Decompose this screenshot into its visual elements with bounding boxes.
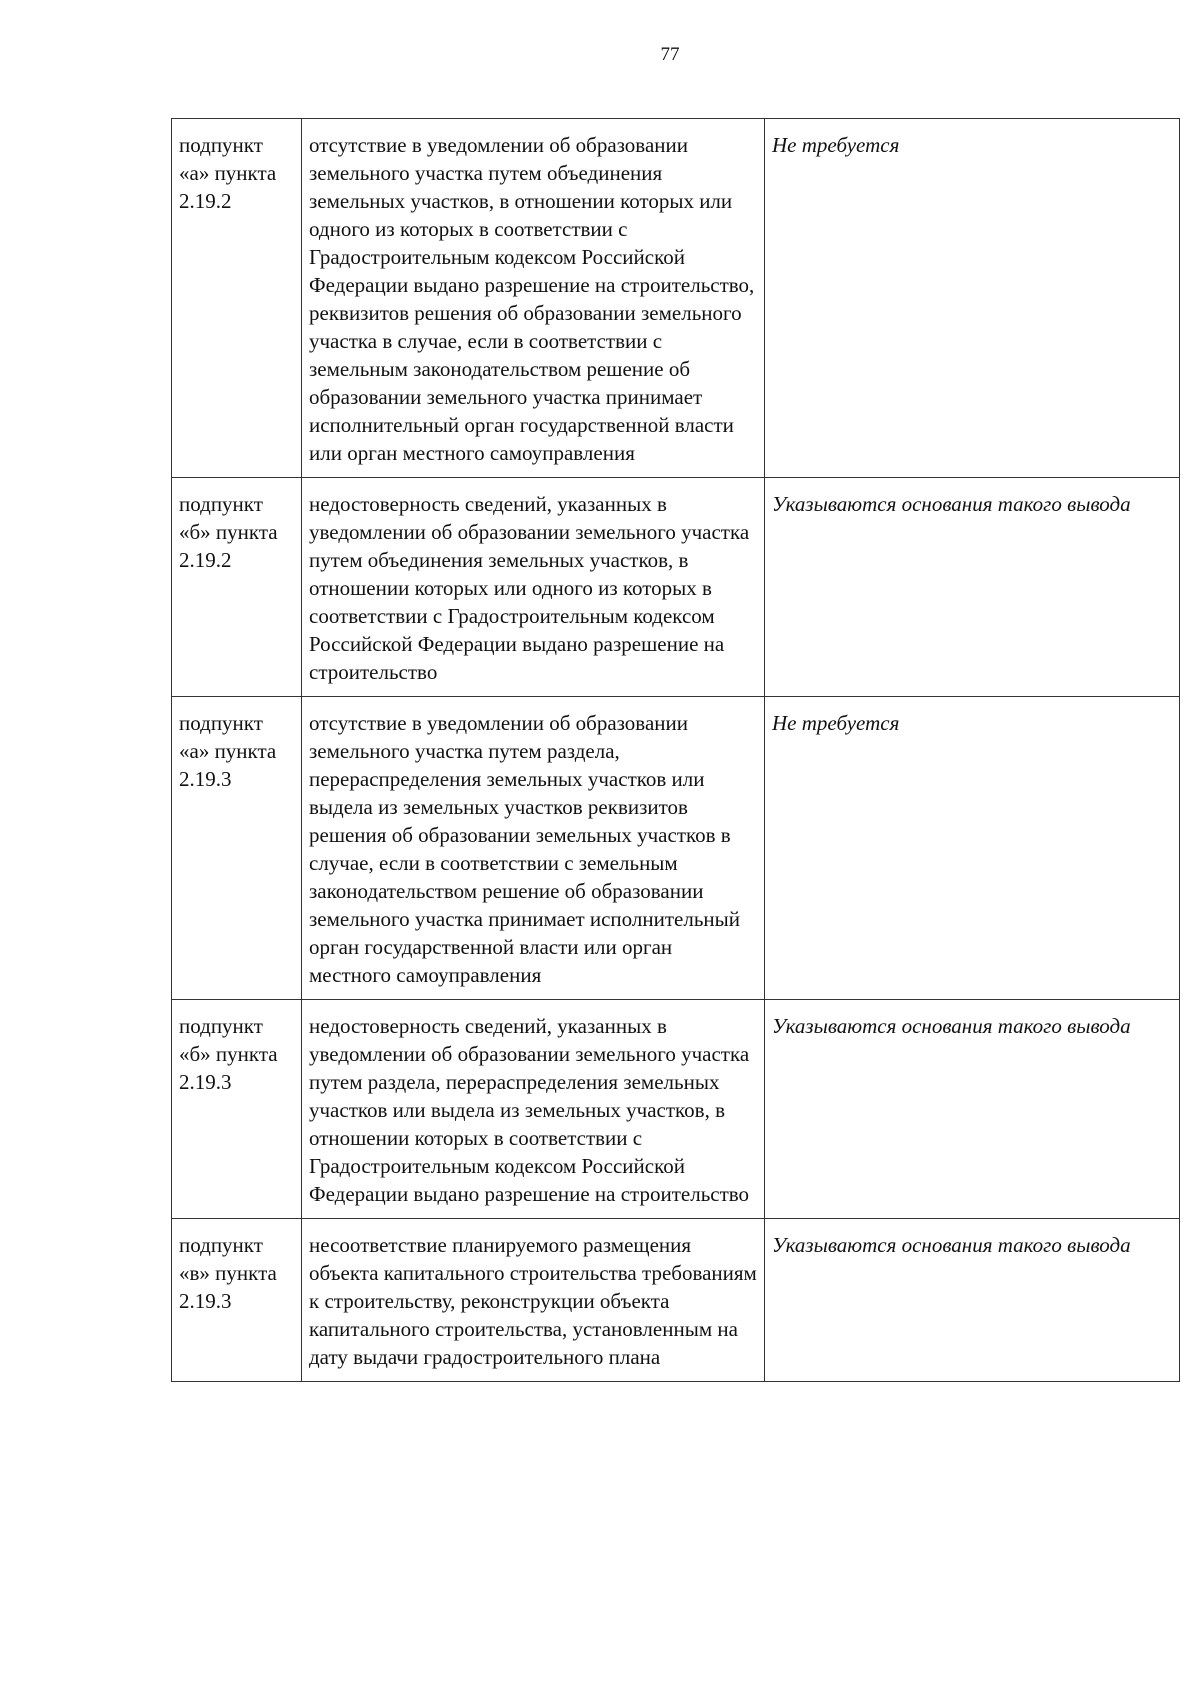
ground-description: недостоверность сведений, указанных в уведомлении об образовании земельного участка путем объединения земельных участков, в отношении которых или одного из которых в соответствии с Градостроительным кодексом Российской Федерации выдано разрешение на строительство	[302, 478, 765, 697]
table-row	[172, 478, 1180, 697]
justification-note: Не требуется	[765, 119, 1180, 478]
clause-reference: подпункт «а» пункта 2.19.2	[172, 119, 302, 478]
ground-description: отсутствие в уведомлении об образовании земельного участка путем раздела, перераспределения земельных участков или выдела из земельных участков реквизитов решения об образовании земельных участков в случае, если в соответствии с земельным законодательством решение об образовании земельного участка принимает исполнительный орган государственной власти или орган местного самоуправления	[302, 697, 765, 1000]
table-row	[172, 1000, 1180, 1219]
table-row	[172, 1219, 1180, 1382]
clause-reference: подпункт «б» пункта 2.19.3	[172, 1000, 302, 1219]
clause-reference: подпункт «б» пункта 2.19.2	[172, 478, 302, 697]
grounds-table	[171, 118, 1180, 1382]
table-row	[172, 119, 1180, 478]
ground-description: недостоверность сведений, указанных в уведомлении об образовании земельного участка путем раздела, перераспределения земельных участков или выдела из земельных участков, в отношении которых в соответствии с Градостроительным кодексом Российской Федерации выдано разрешение на строительство	[302, 1000, 765, 1219]
justification-note: Указываются основания такого вывода	[765, 1000, 1180, 1219]
clause-reference: подпункт «а» пункта 2.19.3	[172, 697, 302, 1000]
ground-description: несоответствие планируемого размещения объекта капитального строительства требованиям к строительству, реконструкции объекта капитального строительства, установленным на дату выдачи градостроительного плана	[302, 1219, 765, 1382]
justification-note: Указываются основания такого вывода	[765, 478, 1180, 697]
table-row	[172, 697, 1180, 1000]
clause-reference: подпункт «в» пункта 2.19.3	[172, 1219, 302, 1382]
justification-note: Указываются основания такого вывода	[765, 1219, 1180, 1382]
page-number: 77	[660, 44, 680, 65]
ground-description: отсутствие в уведомлении об образовании земельного участка путем объединения земельных участков, в отношении которых или одного из которых в соответствии с Градостроительным кодексом Российской Федерации выдано разрешение на строительство, реквизитов решения об образовании земельного участка в случае, если в соответствии с земельным законодательством решение об образовании земельного участка принимает исполнительный орган государственной власти или орган местного самоуправления	[302, 119, 765, 478]
justification-note: Не требуется	[765, 697, 1180, 1000]
